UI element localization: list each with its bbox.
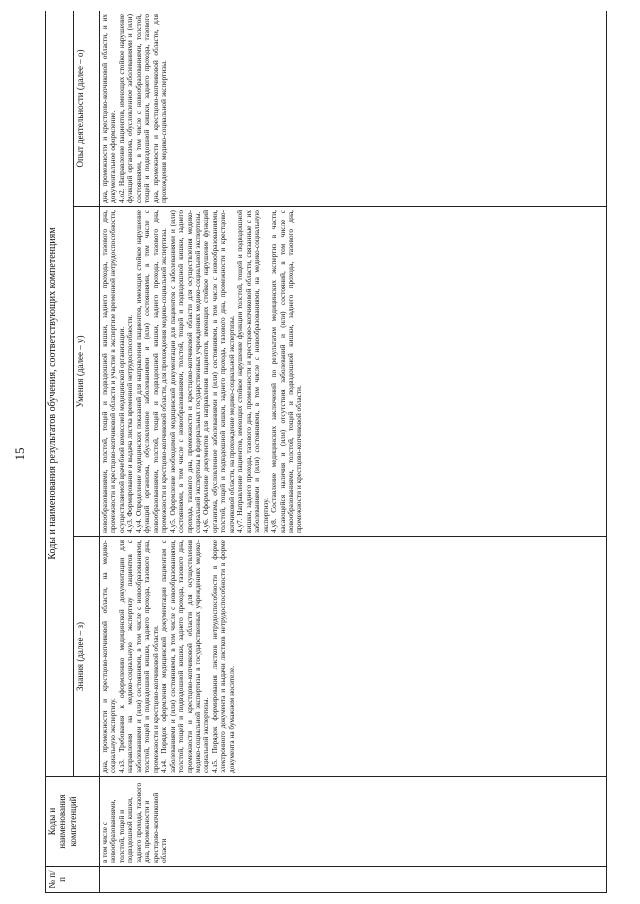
competence-results-table <box>45 11 607 893</box>
header-experience: Опыт деятельности (далее – о) <box>74 11 100 207</box>
competence-cell: в том числе с новообразованиями, толстой, тощей и подвздошной кишки, заднего прохода, тазового дна, промежности и крестцово-копчиковой области <box>100 777 607 867</box>
experience-item: дна, промежности и крестцово-копчиковой области, и их документальное оформление. <box>100 14 118 203</box>
knowledge-item: 4.з3. Требования к оформлению медицинской документации для направления на медико-социальную экспертизу пациентов с заболеваниями и (или) состояниями, в том числе с новообразованиями, толстой, тощей и подвздошной кишки, заднего прохода, тазового дна, промежности и крестцово-копчиковой области. <box>116 540 160 773</box>
experience-cell <box>100 11 607 207</box>
knowledge-cell <box>100 537 607 777</box>
table-row <box>100 11 607 893</box>
skill-item: 4.у5. Оформление необходимой медицинской документации для пациентов с заболеваниями и (или) состояниями, в том числе с новообразованиями, толстой, тощей и подвздошной кишки, заднего прохода, тазового дна, промежности и крестцово-копчиковой области для осуществления медико-социальной экспертизы в федеральных государственных учреждениях медико-социальной экспертизы. <box>167 210 202 533</box>
skill-item: 4.у3. Формирование и выдача листка временной нетрудоспособности. <box>125 314 135 533</box>
skill-item: новообразованиями, толстой, тощей и подвздошной кишки, заднего прохода, тазового дна, промежности и крестцово-копчиковой области и участие в экспертизе временной нетрудоспособности, осуществляемой врачебной комиссией медицинской организации. <box>100 210 126 533</box>
header-number: № п/п <box>46 867 100 893</box>
skill-item: 4.у7. Направление пациентов, имеющих стойкое нарушение функции толстой, тощей и подвздошной кишки, заднего прохода, тазового дна, промежности и крестцово-копчиковой области, связанные с их заболеваниями и (или) состояниями, в том числе с новообразованиями, на медико-социальную экспертизу. <box>235 210 270 533</box>
knowledge-item: 4.з5. Порядок формирования листков нетрудоспособности в форме электронного документа и выдачи листков нетрудоспособности в форме документа на бумажном носителе. <box>209 540 236 773</box>
rotated-page-wrapper <box>45 11 607 893</box>
experience-item: 4.о2. Направление пациентов, имеющих стойкое нарушение функций организма, обусловленное заболеваниями и (или) состояниями, в том числе с новообразованиями, толстой, тощей и подвздошной кишки, заднего прохода, тазового дна, промежности и крестцово-копчиковой области, для прохождения медико-социальной экспертизы. <box>116 14 169 203</box>
header-learning-results: Коды и наименования результатов обучения, соответствующих компетенциям <box>46 11 74 777</box>
skills-cell <box>100 207 607 537</box>
header-skills: Умения (далее – у) <box>74 207 100 537</box>
header-competence-codes: Коды и наименования компетенций <box>46 777 100 867</box>
row-number <box>100 867 607 893</box>
skill-item: 4.у8. Составление медицинских заключений по результатам медицинских экспертиз в части, касающейся наличия и (или) отсутствия заболеваний и (или) состояний, в том числе с новообразованиями, толстой, тощей и подвздошной кишки, заднего прохода, тазового дна, промежности и крестцово-копчиковой области. <box>269 210 304 533</box>
competence-table-landscape <box>45 11 607 893</box>
header-knowledge: Знания (далее – з) <box>74 537 100 777</box>
skill-item: 4.у4. Определение медицинских показаний для направления пациентов, имеющих стойкое нарушение функций организма, обусловленное заболеваниями и (или) состояниями, в том числе с новообразованиями, толстой, тощей и подвздошной кишки, заднего прохода, тазового дна, промежности и крестцово-копчиковой области, для прохождения медико-социальной экспертизы. <box>133 210 169 533</box>
page-number: 15 <box>12 447 27 461</box>
knowledge-item: дна, промежности и крестцово-копчиковой области, на медико-социальную экспертизу. <box>100 540 118 773</box>
knowledge-item: 4.з4. Порядок оформления медицинской документации пациентам с заболеваниями и (или) состояниями, в том числе с новообразованиями, толстой, тощей и подвздошной кишки, заднего прохода, тазового дна, промежности и крестцово-копчиковой области для осуществления медико-социальной экспертизы в государственных учреждениях медико-социальной экспертизы. <box>159 540 211 773</box>
skill-item: 4.у6. Оформление документов для направления пациентов, имеющих стойкое нарушение функций организма, обусловленное заболеваниями и (или) состояниями, в том числе с новообразованиями, толстой, тощей и подвздошной кишки, заднего прохода, тазового дна, промежности и крестцово-копчиковой области, на прохождение медико-социальной экспертизы. <box>201 210 236 533</box>
